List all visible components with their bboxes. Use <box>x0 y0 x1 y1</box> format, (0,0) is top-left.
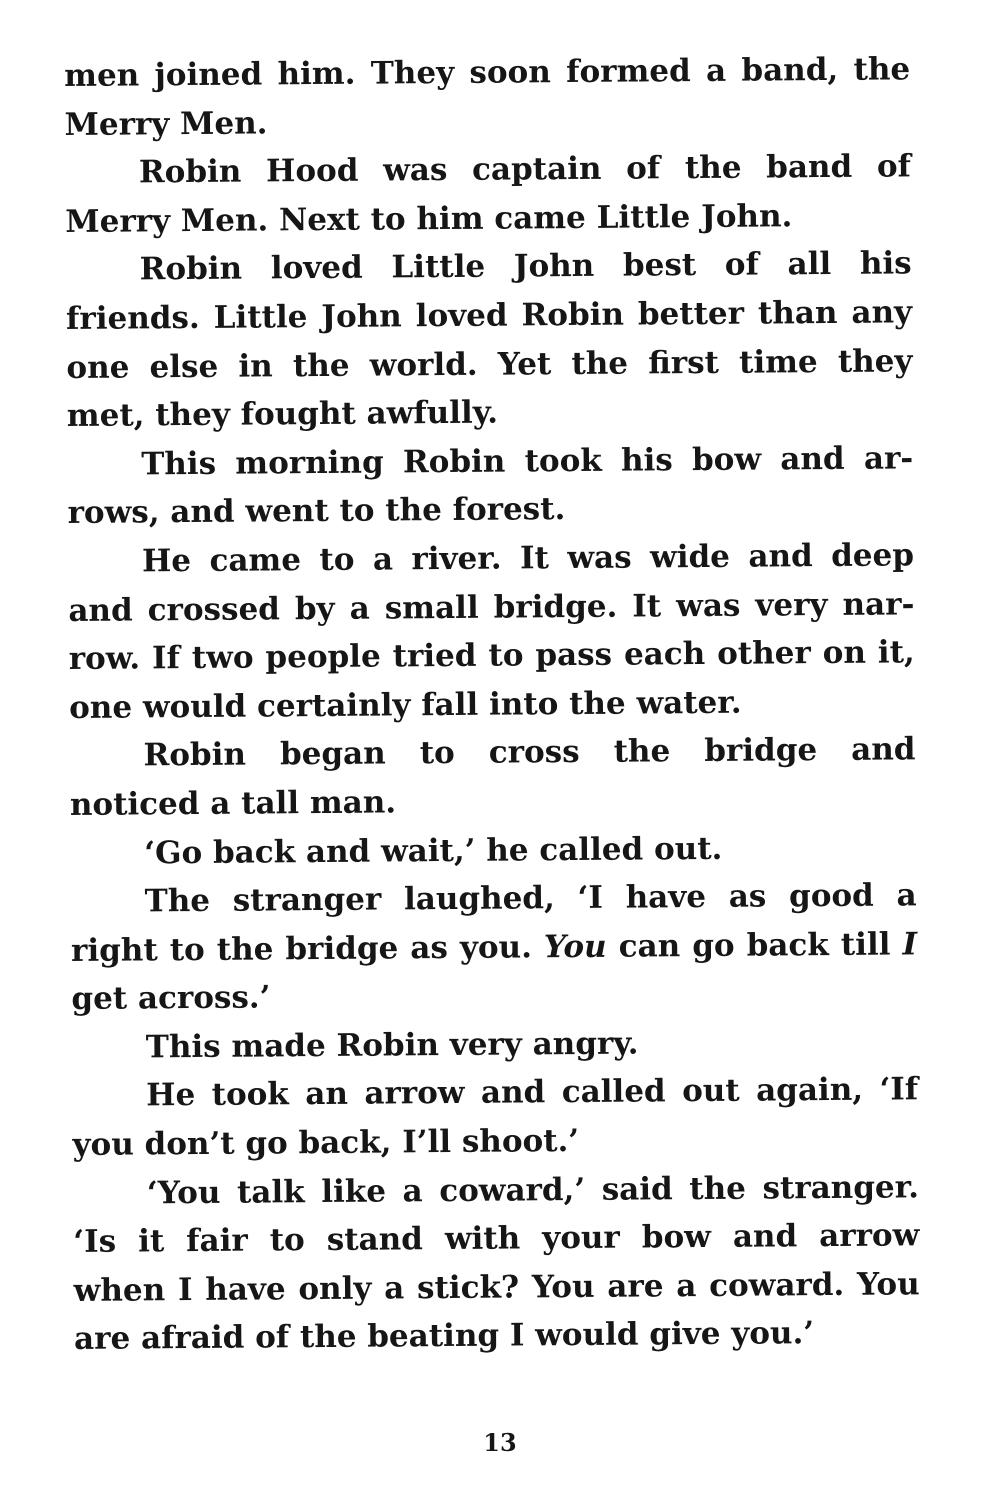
text-run: Robin loved Little John best of all his friends. Little John loved Robin better than any one else in the world. Yet the first time they met, they fought awfully. <box>65 245 913 435</box>
text-run: He took an arrow and called out again, ‘If you don’t go back, I’ll shoot.’ <box>72 1071 919 1164</box>
paragraph <box>69 726 916 830</box>
italic-text: I <box>902 926 918 963</box>
text-run: ‘You talk like a coward,’ said the stranger. ‘Is it fair to stand with your bow and arrow when I have only a stick? You are a coward. You are afraid of the beating I would give you.’ <box>73 1168 920 1358</box>
page-number: 13 <box>483 1428 517 1457</box>
paragraph <box>70 823 916 878</box>
text-run: Robin began to cross the bridge and noticed a tall man. <box>69 731 916 823</box>
text-run: Robin Hood was captain of the band of Merry Men. Next to him came Little John. <box>65 148 912 240</box>
paragraph <box>68 531 916 732</box>
paragraph <box>67 434 914 538</box>
paragraph <box>72 1017 918 1072</box>
text-run: This made Robin very angry. <box>145 1025 639 1066</box>
text-run: can go back till <box>606 926 903 965</box>
paragraph <box>64 45 911 149</box>
body-text <box>64 45 920 1364</box>
text-run: He came to a river. It was wide and deep and crossed by a small bridge. It was very narrow. If two people tried to pass each other on it, one would certainly fall into the water. <box>68 537 915 726</box>
text-run: This morning Robin took his bow and arrows, and went to the forest. <box>67 440 914 532</box>
paragraph <box>65 143 912 247</box>
paragraph <box>66 240 914 441</box>
text-run: The stranger laughed, ‘I have as good a right to the bridge as you. <box>70 877 917 969</box>
text-run: men joined him. They soon formed a band, the Merry Men. <box>64 51 911 143</box>
paragraph <box>72 1066 919 1170</box>
italic-text: You <box>543 928 607 965</box>
paragraph <box>73 1163 921 1364</box>
text-run: ‘Go back and wait,’ he called out. <box>144 830 723 871</box>
text-run: get across.’ <box>71 979 271 1018</box>
paragraph <box>70 871 917 1023</box>
